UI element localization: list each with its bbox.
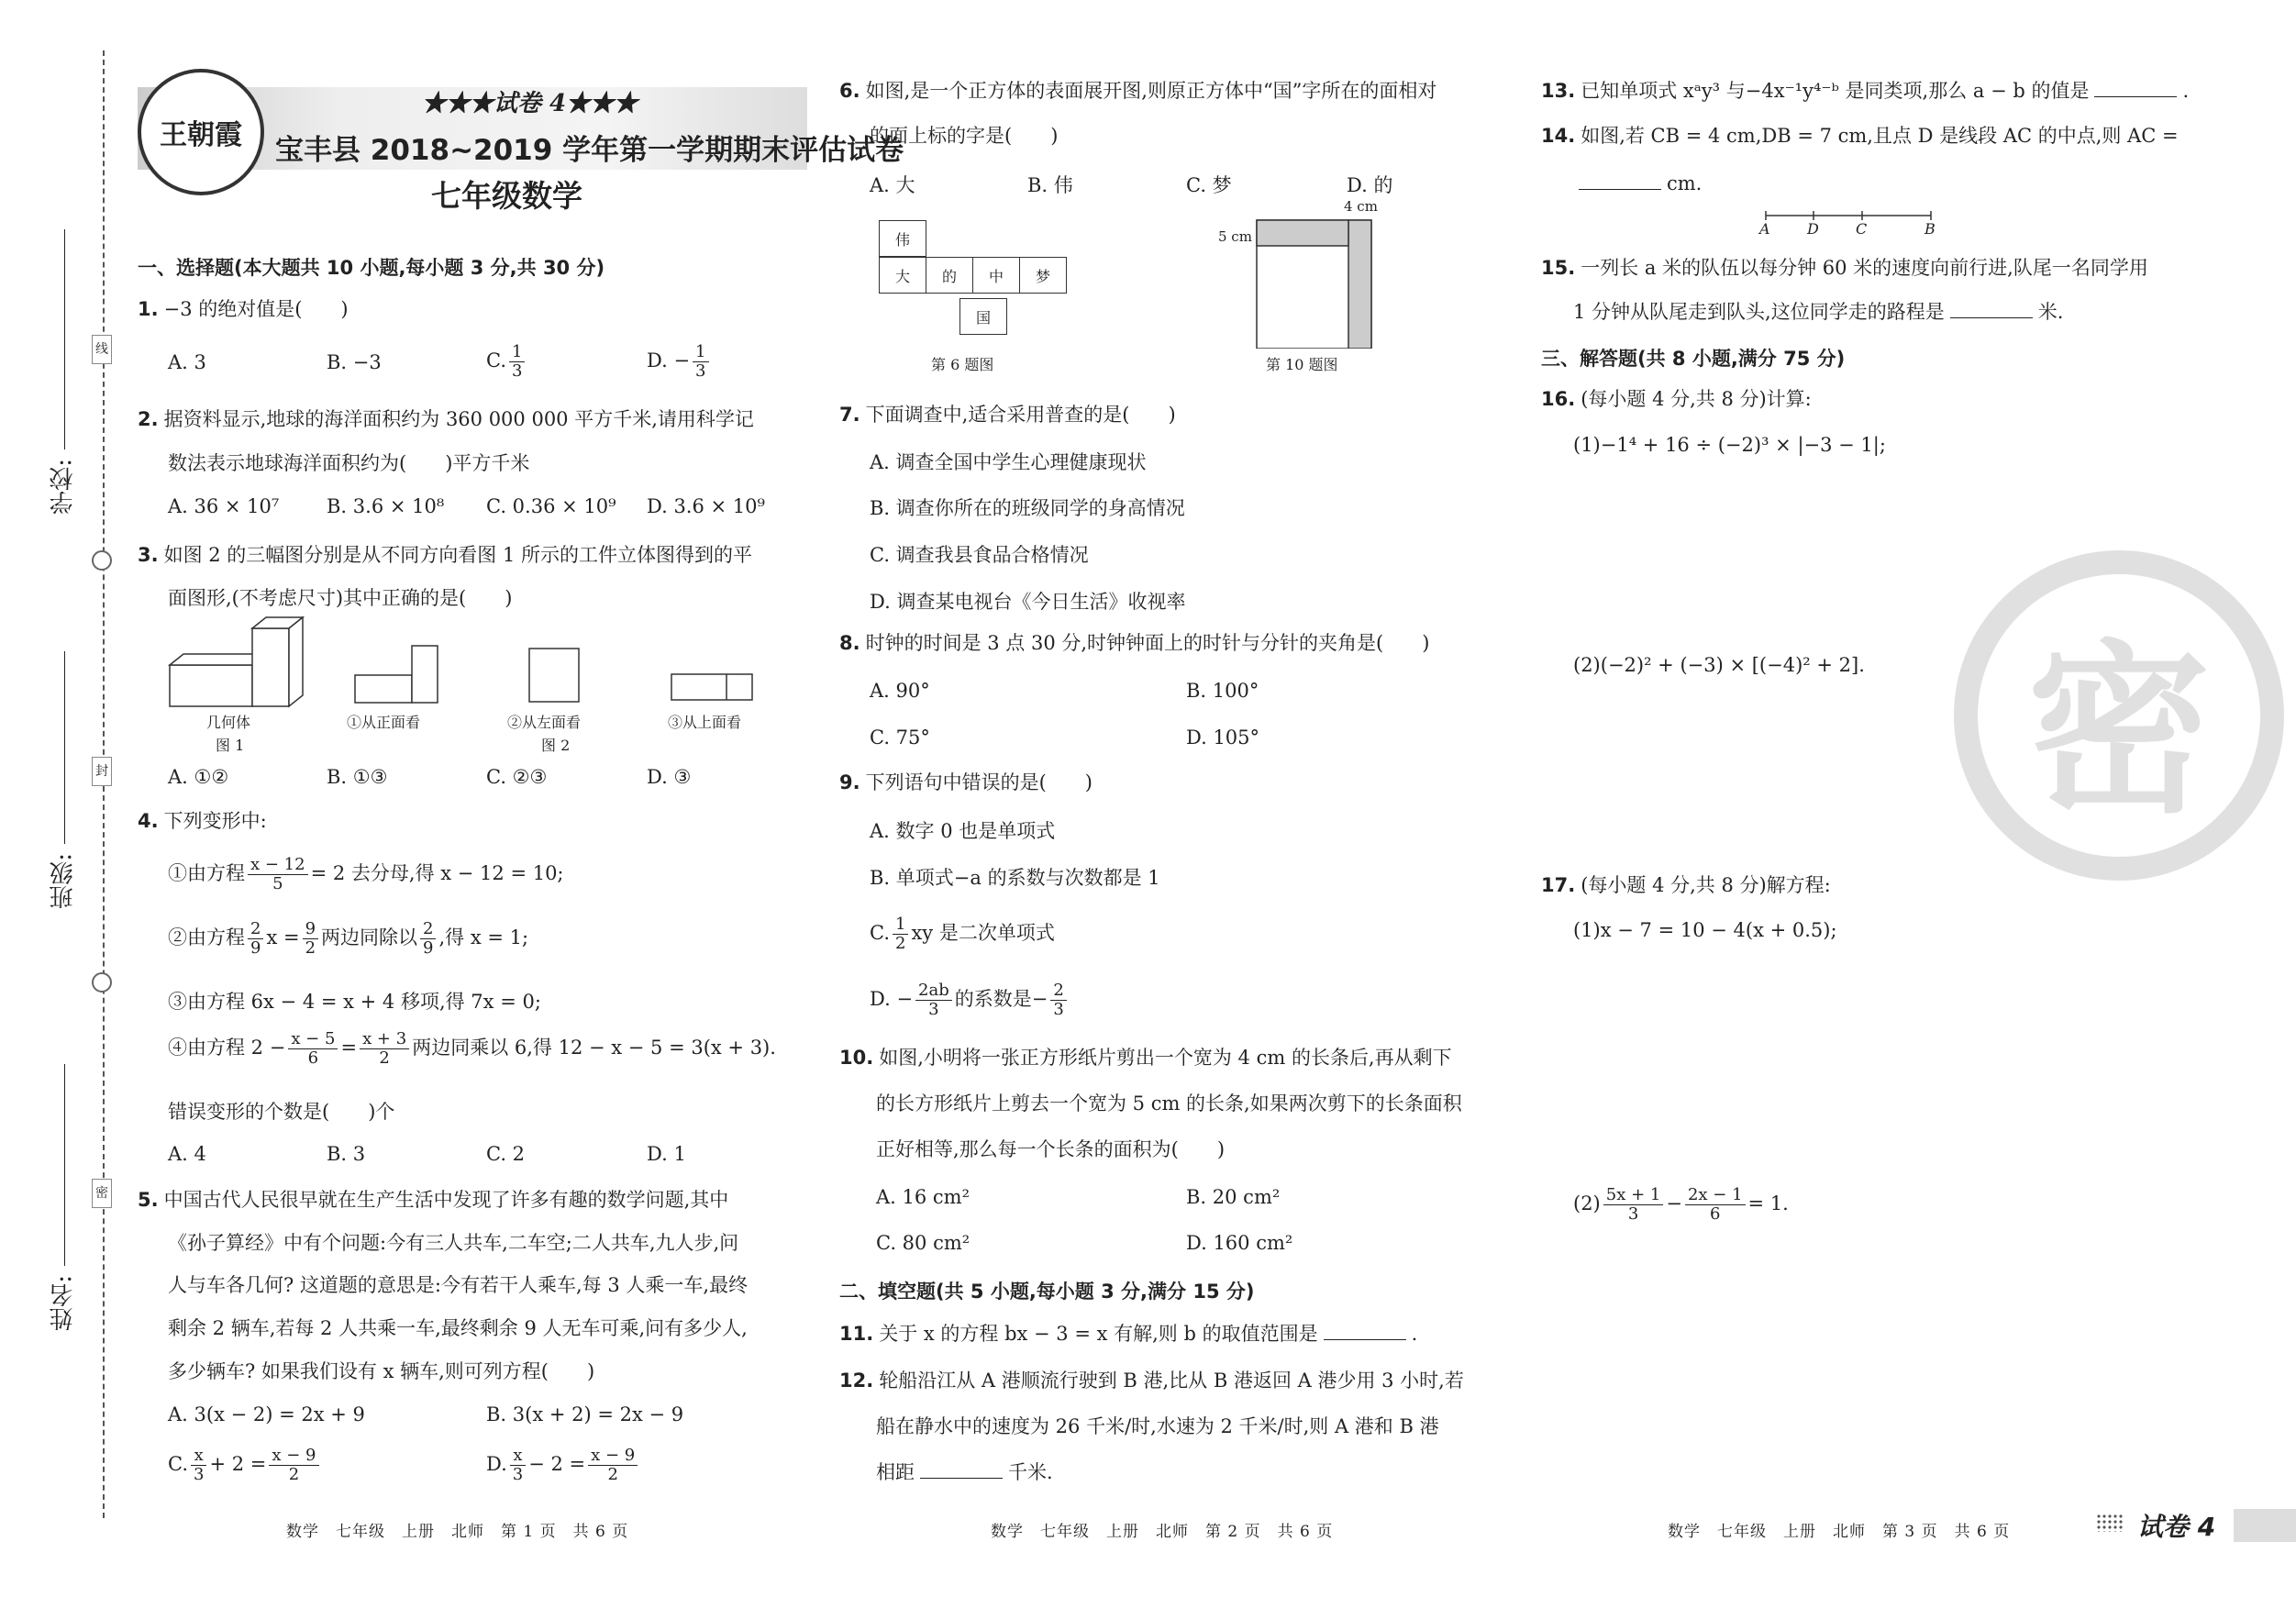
q3-fig1-caption: 几何体 — [206, 714, 251, 731]
question-11: 11. 关于 x 的方程 bx − 3 = x 有解,则 b 的取值范围是 . — [839, 1323, 1418, 1345]
q8-option-d[interactable]: D. 105° — [1186, 726, 1260, 749]
section-1-title: 一、选择题(本大题共 10 小题,每小题 3 分,共 30 分) — [138, 257, 605, 279]
q14-segment-figure — [1757, 206, 1940, 225]
footer-page-3: 数学 七年级 上册 北师 第 3 页 共 6 页 — [1668, 1523, 2011, 1541]
section-2-title: 二、填空题(共 5 小题,每小题 3 分,满分 15 分) — [839, 1281, 1255, 1303]
q4-option-d[interactable]: D. 1 — [647, 1143, 686, 1165]
q3-fig2-caption-2: ②从左面看 — [507, 714, 582, 731]
question-5-line-5: 多少辆车? 如果我们设有 x 辆车,则可列方程( ) — [168, 1360, 595, 1382]
seal-mi: 密 — [92, 1179, 112, 1208]
question-14-line-2: cm. — [1573, 170, 1702, 197]
question-5: 5. 中国古代人民很早就在生产生活中发现了许多有趣的数学问题,其中 — [138, 1189, 729, 1211]
q13-answer-blank[interactable] — [2094, 96, 2177, 97]
q5-option-d[interactable]: D. $\frac{x}{3}$ − 2 = $\frac{x - 9}{2}$ — [486, 1447, 640, 1484]
name-label: 姓名: — [50, 1275, 77, 1331]
question-1: 1. −3 的绝对值是( ) — [138, 298, 349, 320]
question-10: 10. 如图,小明将一张正方形纸片剪出一个宽为 4 cm 的长条后,再从剩下 — [839, 1047, 1452, 1069]
q1-option-a[interactable]: A. 3 — [168, 351, 206, 373]
subject-title: 七年级数学 — [431, 178, 582, 214]
question-10-line-2: 的长方形纸片上剪去一个宽为 5 cm 的长条,如果两次剪下的长条面积 — [876, 1092, 1462, 1115]
section-3-title: 三、解答题(共 8 小题,满分 75 分) — [1541, 348, 1846, 370]
question-10-line-3: 正好相等,那么每一个长条的面积为( ) — [876, 1138, 1226, 1160]
q2-option-c[interactable]: C. 0.36 × 10⁹ — [486, 495, 616, 517]
q4-item-4: ④由方程 2 − $\frac{x - 5}{6}$ = $\frac{x + 3}{2}$ 两边同乘以 6,得 12 − x − 5 = 3(x + 3). — [168, 1029, 776, 1068]
q10-height-label: 5 cm — [1218, 228, 1252, 245]
q3-top-view — [670, 672, 757, 704]
q10-option-c[interactable]: C. 80 cm² — [876, 1232, 971, 1254]
q5-option-a[interactable]: A. 3(x − 2) = 2x + 9 — [168, 1403, 365, 1425]
q8-option-c[interactable]: C. 75° — [870, 726, 930, 749]
q8-option-a[interactable]: A. 90° — [870, 680, 930, 702]
question-12: 12. 轮船沿江从 A 港顺流行驶到 B 港,比从 B 港返回 A 港少用 3 小时,若 — [839, 1370, 1464, 1392]
class-field[interactable] — [64, 651, 65, 844]
net-cell: 国 — [959, 298, 1007, 335]
q1-option-b[interactable]: B. −3 — [327, 351, 382, 373]
q4-option-c[interactable]: C. 2 — [486, 1143, 526, 1165]
point-label: C — [1856, 220, 1868, 238]
question-8: 8. 时钟的时间是 3 点 30 分,时钟钟面上的时针与分针的夹角是( ) — [839, 632, 1430, 654]
q1-option-d[interactable]: D. − $\frac{1}{3}$ — [647, 343, 712, 381]
exam-title: 宝丰县 2018~2019 学年第一学期期末评估试卷 — [275, 134, 904, 167]
q5-option-b[interactable]: B. 3(x + 2) = 2x − 9 — [486, 1403, 684, 1425]
q2-option-b[interactable]: B. 3.6 × 10⁸ — [327, 495, 445, 517]
q10-option-b[interactable]: B. 20 cm² — [1186, 1186, 1281, 1208]
net-cell: 伟 — [879, 220, 926, 257]
point-label: D — [1807, 220, 1819, 238]
q16-part-1: (1)−1⁴ + 16 ÷ (−2)³ × |−3 − 1|; — [1573, 434, 1886, 456]
confidential-stamp — [1954, 550, 2284, 881]
logo-text: 王朝霞 — [160, 119, 242, 151]
question-6-line-2: 的面上标的字是( ) — [870, 125, 1059, 147]
q3-option-c[interactable]: C. ②③ — [486, 766, 548, 788]
q4-item-3: ③由方程 6x − 4 = x + 4 移项,得 7x = 0; — [168, 991, 541, 1013]
q6-option-c[interactable]: C. 梦 — [1186, 174, 1232, 196]
q15-answer-blank[interactable] — [1950, 317, 2033, 318]
q3-option-b[interactable]: B. ①③ — [327, 766, 388, 788]
q10-figure — [1252, 211, 1381, 349]
net-cell: 梦 — [1019, 257, 1067, 294]
q4-option-b[interactable]: B. 3 — [327, 1143, 366, 1165]
q10-option-d[interactable]: D. 160 cm² — [1186, 1232, 1293, 1254]
q6-option-d[interactable]: D. 的 — [1347, 174, 1393, 196]
question-13: 13. 已知单项式 xᵃy³ 与−4x⁻¹y⁴⁻ᵇ 是同类项,那么 a − b 的值是 . — [1541, 80, 2190, 102]
q4-item-2: ②由方程 $\frac{2}{9}$ x = $\frac{9}{2}$ 两边同除以 $\frac{2}{9}$ ,得 x = 1; — [168, 919, 529, 958]
class-label: 班级: — [50, 853, 77, 909]
q7-option-b[interactable]: B. 调查你所在的班级同学的身高情况 — [870, 497, 1185, 519]
logo-seal — [138, 69, 264, 195]
q6-option-a[interactable]: A. 大 — [870, 174, 915, 196]
q3-left-view — [527, 647, 582, 706]
question-9: 9. 下列语句中错误的是( ) — [839, 771, 1093, 793]
point-label: A — [1759, 220, 1770, 238]
q6-figure-caption: 第 6 题图 — [931, 356, 994, 373]
q4-ask: 错误变形的个数是( )个 — [168, 1101, 395, 1123]
question-2: 2. 据资料显示,地球的海洋面积约为 360 000 000 平方千米,请用科学记 — [138, 408, 754, 430]
q16-part-2: (2)(−2)² + (−3) × [(−4)² + 2]. — [1573, 654, 1865, 676]
q3-option-d[interactable]: D. ③ — [647, 766, 692, 788]
question-17: 17. (每小题 4 分,共 8 分)解方程: — [1541, 874, 1831, 896]
net-cell: 的 — [926, 257, 973, 294]
q12-answer-blank[interactable] — [920, 1478, 1003, 1479]
paper-tag-bar — [2234, 1509, 2296, 1542]
q9-option-a[interactable]: A. 数字 0 也是单项式 — [870, 820, 1056, 842]
q5-option-c[interactable]: C. $\frac{x}{3}$ + 2 = $\frac{x - 9}{2}$ — [168, 1447, 322, 1484]
q3-fig2-label: 图 2 — [541, 737, 571, 754]
school-field[interactable] — [64, 229, 65, 449]
question-7: 7. 下面调查中,适合采用普查的是( ) — [839, 404, 1176, 426]
q4-option-a[interactable]: A. 4 — [168, 1143, 206, 1165]
net-cell: 中 — [972, 257, 1020, 294]
q11-answer-blank[interactable] — [1324, 1339, 1406, 1340]
footer-page-2: 数学 七年级 上册 北师 第 2 页 共 6 页 — [991, 1523, 1334, 1541]
q3-fig2-caption-3: ③从上面看 — [668, 714, 742, 731]
binding-circle-icon — [92, 972, 112, 993]
q1-option-c[interactable]: C. $\frac{1}{3}$ — [486, 343, 527, 381]
q3-fig1-label: 图 1 — [216, 737, 245, 754]
stamp-text: 密 — [2026, 624, 2211, 838]
question-3: 3. 如图 2 的三幅图分别是从不同方向看图 1 所示的工件立体图得到的平 — [138, 544, 753, 566]
q7-option-d[interactable]: D. 调查某电视台《今日生活》收视率 — [870, 591, 1186, 613]
q3-fig2-caption-1: ①从正面看 — [347, 714, 421, 731]
question-4: 4. 下列变形中: — [138, 810, 267, 832]
question-6: 6. 如图,是一个正方体的表面展开图,则原正方体中“国”字所在的面相对 — [839, 80, 1437, 102]
question-5-line-3: 人与车各几何? 这道题的意思是:今有若干人乘车,每 3 人乘一车,最终 — [168, 1274, 749, 1296]
q9-option-c[interactable]: C. $\frac{1}{2}$ xy 是二次单项式 — [870, 915, 1055, 953]
question-15: 15. 一列长 a 米的队伍以每分钟 60 米的速度向前行进,队尾一名同学用 — [1541, 257, 2148, 279]
question-14: 14. 如图,若 CB = 4 cm,DB = 7 cm,且点 D 是线段 AC 的中点,则 AC = — [1541, 125, 2179, 147]
q3-solid-figure — [165, 610, 312, 711]
q17-part-2: (2) $\frac{5x + 1}{3}$ − $\frac{2x - 1}{6}$ = 1. — [1573, 1185, 1789, 1224]
binding-circle-icon — [92, 550, 112, 571]
point-label: B — [1924, 220, 1936, 238]
q8-option-b[interactable]: B. 100° — [1186, 680, 1259, 702]
seal-feng: 封 — [92, 757, 112, 786]
question-16: 16. (每小题 4 分,共 8 分)计算: — [1541, 388, 1812, 410]
q10-width-label: 4 cm — [1344, 198, 1378, 215]
question-3-line-2: 面图形,(不考虑尺寸)其中正确的是( ) — [168, 587, 513, 609]
q2-option-d[interactable]: D. 3.6 × 10⁹ — [647, 495, 765, 517]
net-cell: 大 — [879, 257, 926, 294]
dots-decoration — [2096, 1514, 2124, 1532]
question-5-line-2: 《孙子算经》中有个问题:今有三人共车,二车空;二人共车,九人步,问 — [168, 1232, 739, 1254]
question-15-line-2: 1 分钟从队尾走到队头,这位同学走的路程是 米. — [1573, 301, 2064, 323]
question-2-line-2: 数法表示地球海洋面积约为( )平方千米 — [168, 452, 530, 474]
q6-option-b[interactable]: B. 伟 — [1027, 174, 1073, 196]
q9-option-d[interactable]: D. − $\frac{2ab}{3}$ 的系数是− $\frac{2}{3}$ — [870, 981, 1070, 1019]
q10-figure-caption: 第 10 题图 — [1266, 356, 1338, 373]
question-12-line-2: 船在静水中的速度为 26 千米/时,水速为 2 千米/时,则 A 港和 B 港 — [876, 1415, 1439, 1437]
q9-option-b[interactable]: B. 单项式−a 的系数与次数都是 1 — [870, 867, 1160, 889]
q3-option-a[interactable]: A. ①② — [168, 766, 229, 788]
footer-page-1: 数学 七年级 上册 北师 第 1 页 共 6 页 — [286, 1523, 629, 1541]
name-field[interactable] — [64, 1064, 65, 1266]
q4-item-1: ①由方程 $\frac{x - 12}{5}$ = 2 去分母,得 x − 12 = 10; — [168, 855, 564, 893]
q7-option-a[interactable]: A. 调查全国中学生心理健康现状 — [870, 451, 1147, 473]
q7-option-c[interactable]: C. 调查我县食品合格情况 — [870, 544, 1089, 566]
seal-xian: 线 — [92, 335, 112, 364]
q17-part-1: (1)x − 7 = 10 − 4(x + 0.5); — [1573, 919, 1837, 941]
question-12-line-3: 相距 千米. — [876, 1461, 1053, 1483]
paper-number-title: ★★★试卷 4★★★ — [422, 90, 638, 117]
paper-tag: 试卷 4 — [2137, 1512, 2216, 1542]
question-5-line-4: 剩余 2 辆车,若每 2 人共乘一车,最终剩余 9 人无车可乘,问有多少人, — [168, 1317, 748, 1339]
school-label: 学校: — [50, 459, 77, 515]
q2-option-a[interactable]: A. 36 × 10⁷ — [168, 495, 280, 517]
q10-option-a[interactable]: A. 16 cm² — [876, 1186, 971, 1208]
q14-answer-blank[interactable] — [1579, 189, 1661, 190]
q3-front-view — [353, 642, 440, 706]
